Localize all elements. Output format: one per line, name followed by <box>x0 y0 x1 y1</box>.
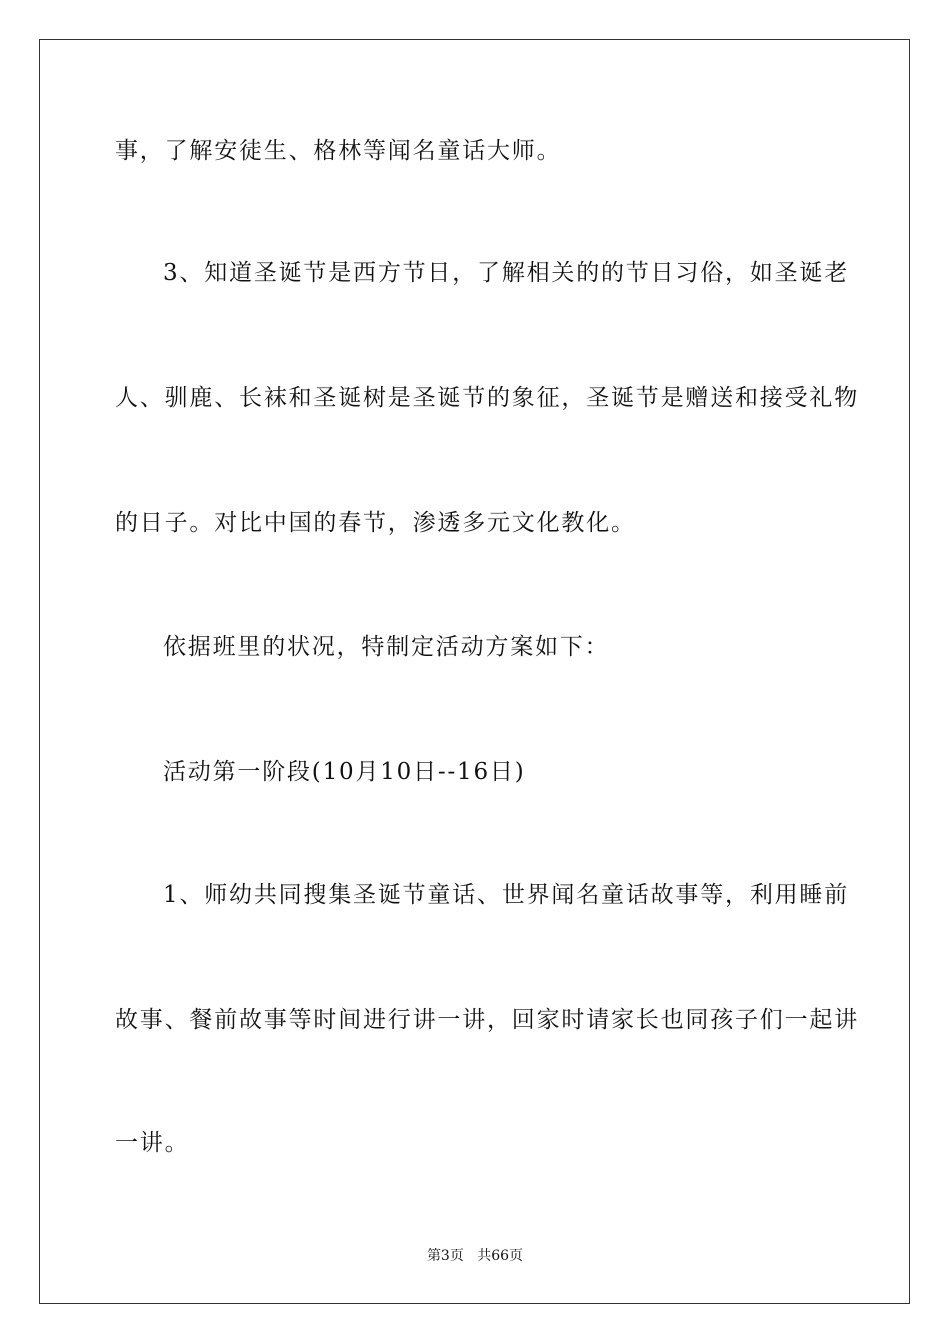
page-border <box>39 39 910 1304</box>
text-line-4: 的日子。对比中国的春节，渗透多元文化教化。 <box>115 510 636 536</box>
text-line-2: 3、知道圣诞节是西方节日，了解相关的的节日习俗，如圣诞老 <box>163 260 850 286</box>
text-line-3: 人、驯鹿、长袜和圣诞树是圣诞节的象征，圣诞节是赠送和接受礼物 <box>115 385 859 411</box>
page-total: 共66页 <box>477 1248 524 1264</box>
page-footer <box>0 1247 950 1265</box>
text-line-8: 故事、餐前故事等时间进行讲一讲，回家时请家长也同孩子们一起讲 <box>115 1007 859 1033</box>
text-line-9: 一讲。 <box>115 1130 190 1156</box>
text-line-7: 1、师幼共同搜集圣诞节童话、世界闻名童话故事等，利用睡前 <box>163 882 850 908</box>
text-line-6: 活动第一阶段(10月10日--16日) <box>163 759 526 785</box>
text-line-5: 依据班里的状况，特制定活动方案如下： <box>163 634 610 660</box>
page-number: 第3页 <box>426 1248 464 1264</box>
text-line-1: 事，了解安徒生、格林等闻名童话大师。 <box>115 138 562 164</box>
